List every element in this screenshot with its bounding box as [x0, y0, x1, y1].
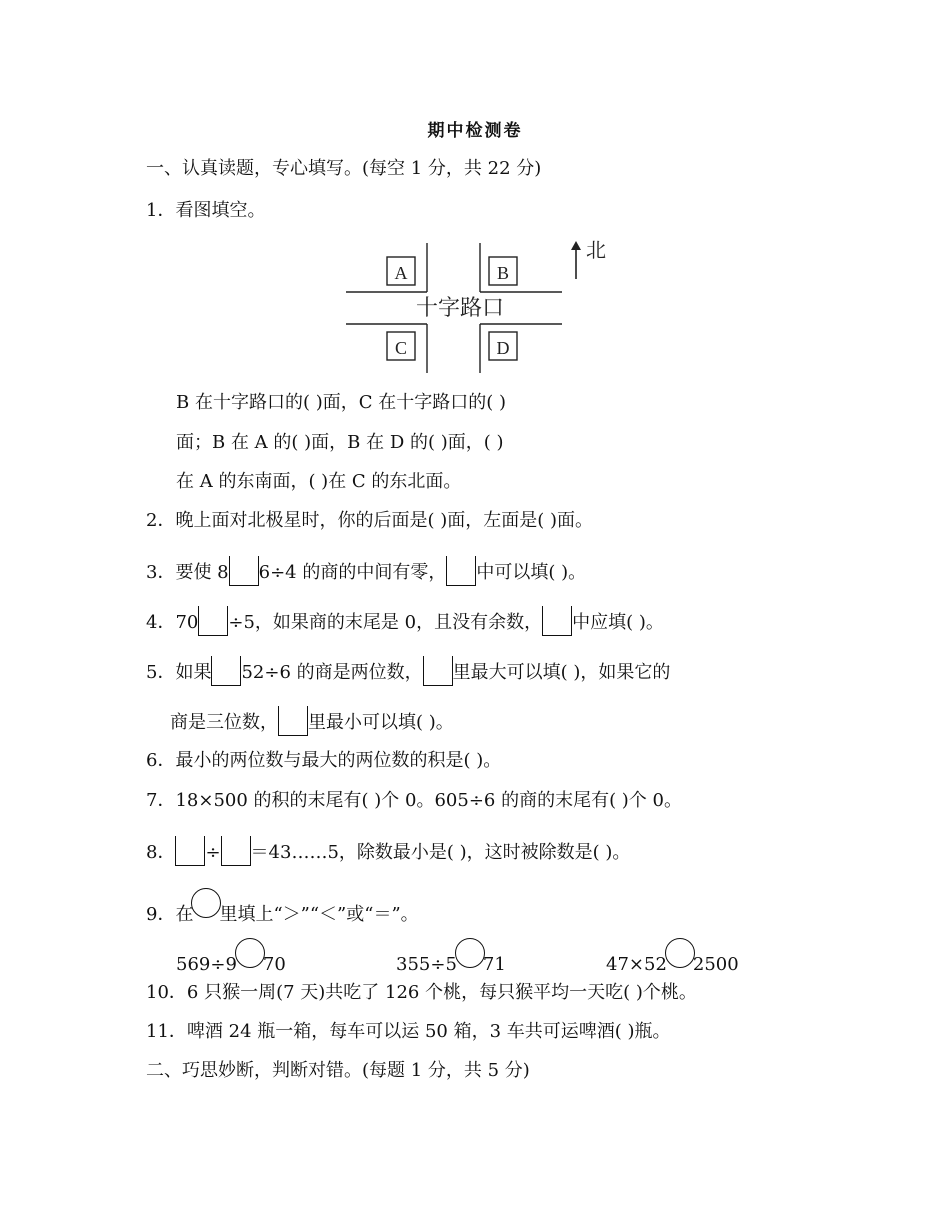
section-1-heading: 一、认真读题，专心填写。(每空 1 分，共 22 分)	[146, 158, 542, 179]
question-4-part-a: 4．70	[146, 612, 199, 633]
question-11: 11．啤酒 24 瓶一箱，每车可以运 50 箱，3 车共可运啤酒( )瓶。	[146, 1021, 671, 1042]
label-d: D	[496, 338, 510, 358]
question-3-part-c: 中可以填( )。	[476, 562, 587, 583]
question-9-part-a: 9．在	[146, 904, 194, 925]
question-5-line-2	[170, 706, 454, 736]
north-label: 北	[586, 238, 606, 262]
question-6: 6．最小的两位数与最大的两位数的积是( )。	[146, 750, 502, 771]
blank-box	[229, 556, 259, 586]
north-arrow-icon	[571, 241, 581, 279]
question-8-part-a: 8．	[146, 842, 176, 863]
question-9-part-b: 里填上“＞”“＜”或“＝”。	[219, 904, 419, 925]
label-a: A	[394, 263, 408, 283]
question-9	[146, 888, 419, 928]
question-5-part-c: 里最大可以填( )，如果它的	[452, 662, 671, 683]
question-9-expression-2	[396, 938, 506, 978]
crossroad-label: 十字路口	[415, 296, 505, 321]
blank-box	[278, 706, 308, 736]
blank-box	[542, 606, 572, 636]
expression-left: 355÷5	[396, 954, 457, 975]
question-5-line-1	[146, 656, 670, 686]
question-9-expression-1	[176, 938, 286, 978]
expression-right: 2500	[692, 954, 739, 975]
expression-right: 71	[482, 954, 506, 975]
question-3-part-a: 3．要使 8	[146, 562, 229, 583]
expression-left: 569÷9	[176, 954, 237, 975]
question-2: 2．晚上面对北极星时，你的后面是( )面，左面是( )面。	[146, 510, 593, 531]
question-10: 10．6 只猴一周(7 天)共吃了 126 个桃，每只猴平均一天吃( )个桃。	[146, 982, 697, 1003]
blank-box	[198, 606, 228, 636]
question-8	[146, 836, 630, 866]
question-4-part-c: 中应填( )。	[572, 612, 664, 633]
question-7: 7．18×500 的积的末尾有( )个 0。605÷6 的商的末尾有( )个 0。	[146, 790, 683, 811]
blank-circle	[665, 938, 695, 968]
question-4	[146, 606, 664, 636]
question-1-line-1: B 在十字路口的( )面，C 在十字路口的( )	[176, 392, 506, 413]
blank-circle	[191, 888, 221, 918]
question-1-stem: 1．看图填空。	[146, 200, 266, 221]
blank-box	[175, 836, 205, 866]
question-9-expression-3	[606, 938, 739, 978]
blank-box	[446, 556, 476, 586]
question-3	[146, 556, 586, 586]
blank-circle	[455, 938, 485, 968]
blank-circle	[235, 938, 265, 968]
question-8-part-c: ＝43……5，除数最小是( )，这时被除数是( )。	[250, 842, 631, 863]
question-4-part-b: ÷5，如果商的末尾是 0，且没有余数，	[228, 612, 543, 633]
blank-box	[221, 836, 251, 866]
crossroad-diagram	[340, 235, 620, 380]
question-8-part-b: ÷	[205, 842, 221, 863]
question-5-part-a: 5．如果	[146, 662, 212, 683]
question-5-part-b: 52÷6 的商是两位数，	[241, 662, 423, 683]
question-1-line-2: 面；B 在 A 的( )面，B 在 D 的( )面，( )	[176, 432, 504, 453]
expression-left: 47×52	[606, 954, 667, 975]
label-c: C	[394, 338, 408, 358]
question-5-part-d: 商是三位数，	[170, 712, 278, 733]
section-2-heading: 二、巧思妙断，判断对错。(每题 1 分，共 5 分)	[146, 1060, 530, 1081]
blank-box	[423, 656, 453, 686]
blank-box	[211, 656, 241, 686]
question-3-part-b: 6÷4 的商的中间有零，	[258, 562, 447, 583]
question-1-line-3: 在 A 的东南面，( )在 C 的东北面。	[176, 471, 462, 492]
label-b: B	[496, 263, 510, 283]
question-5-part-e: 里最小可以填( )。	[308, 712, 454, 733]
expression-right: 70	[262, 954, 286, 975]
page-title: 期中检测卷	[427, 121, 523, 141]
